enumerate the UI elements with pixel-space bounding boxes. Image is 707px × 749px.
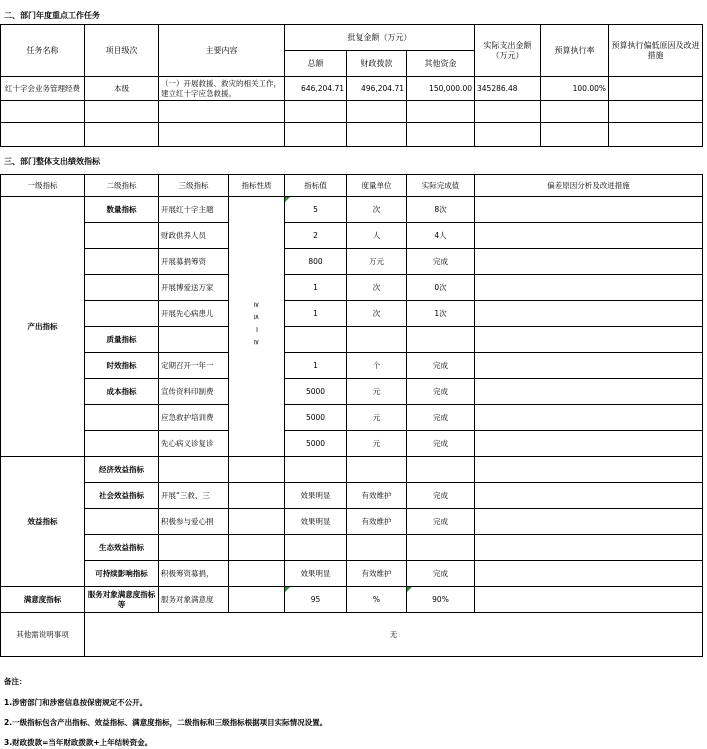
level1-output: 产出指标: [1, 197, 85, 457]
deviation-cell: [475, 509, 703, 535]
note-1: 1.涉密部门和涉密信息按保密规定不公开。: [4, 698, 148, 707]
level2-satisfaction: 服务对象满意度指标等: [85, 587, 159, 613]
actual-cell: [407, 327, 475, 353]
level2-empty: [85, 301, 159, 327]
deviation-cell: [475, 405, 703, 431]
actual-cell: 完成: [407, 379, 475, 405]
deviation-cell: [475, 561, 703, 587]
unit-cell: 万元: [347, 249, 407, 275]
level2-quality: 质量指标: [85, 327, 159, 353]
value-cell: 5000: [285, 405, 347, 431]
level2-economic: 经济效益指标: [85, 457, 159, 483]
value-cell: 1: [285, 353, 347, 379]
value-cell: 效果明显: [285, 483, 347, 509]
header-other-funds: 其他资金: [407, 51, 475, 77]
actual-cell: 完成: [407, 353, 475, 379]
header-deviation: 偏差原因分析及改进措施: [475, 175, 703, 197]
nature-cell: [229, 509, 285, 535]
unit-cell: 有效维护: [347, 483, 407, 509]
actual-cell: 4人: [407, 223, 475, 249]
level2-quantity: 数量指标: [85, 197, 159, 223]
cell-actual-expense: 345286.48: [475, 77, 541, 101]
value-cell: 5: [285, 197, 347, 223]
actual-cell: 完成: [407, 561, 475, 587]
nature-cell: [229, 535, 285, 561]
level2-timeliness: 时效指标: [85, 353, 159, 379]
level2-empty: [85, 509, 159, 535]
unit-cell: 次: [347, 275, 407, 301]
header-level1: 一级指标: [1, 175, 85, 197]
section2-title: 二、部门年度重点工作任务: [4, 11, 100, 20]
cell-fiscal: 496,204.71: [347, 77, 407, 101]
deviation-cell: [475, 301, 703, 327]
unit-cell: [347, 457, 407, 483]
header-value: 指标值: [285, 175, 347, 197]
deviation-cell: [475, 379, 703, 405]
actual-cell: 完成: [407, 405, 475, 431]
header-fiscal: 财政拨款: [347, 51, 407, 77]
nature-cell: [229, 457, 285, 483]
level2-empty: [85, 275, 159, 301]
deviation-cell: [475, 457, 703, 483]
level3-cell: 应急救护培训费: [159, 405, 229, 431]
level3-cell: 先心病义诊复诊: [159, 431, 229, 457]
level2-cost: 成本指标: [85, 379, 159, 405]
unit-cell: 元: [347, 431, 407, 457]
level2-empty: [85, 405, 159, 431]
header-low-execution-reason: 预算执行偏低原因及改进措施: [609, 25, 703, 77]
deviation-cell: [475, 327, 703, 353]
deviation-cell: [475, 223, 703, 249]
notes-title: 备注：: [4, 677, 27, 686]
value-cell: 800: [285, 249, 347, 275]
level3-cell: 开展博爱送万家: [159, 275, 229, 301]
header-task-name: 任务名称: [1, 25, 85, 77]
actual-cell: [407, 535, 475, 561]
actual-cell: 90%: [407, 587, 475, 613]
level2-ecological: 生态效益指标: [85, 535, 159, 561]
header-actual-value: 实际完成值: [407, 175, 475, 197]
actual-cell: 完成: [407, 483, 475, 509]
header-project-level: 项目级次: [85, 25, 159, 77]
unit-cell: [347, 327, 407, 353]
header-execution-rate: 预算执行率: [541, 25, 609, 77]
level3-cell: 积极筹资募捐，: [159, 561, 229, 587]
unit-cell: %: [347, 587, 407, 613]
unit-cell: 人: [347, 223, 407, 249]
deviation-cell: [475, 431, 703, 457]
section3-title: 三、部门整体支出绩效指标: [4, 157, 100, 166]
level2-sustainable: 可持续影响指标: [85, 561, 159, 587]
deviation-cell: [475, 249, 703, 275]
level1-benefit: 效益指标: [1, 457, 85, 587]
level3-cell: 服务对象满意度: [159, 587, 229, 613]
deviation-cell: [475, 197, 703, 223]
actual-cell: [407, 457, 475, 483]
header-nature: 指标性质: [229, 175, 285, 197]
level3-cell: [159, 535, 229, 561]
nature-text: ≥ ≤ ＝ ≥: [252, 302, 261, 348]
nature-cell: [229, 587, 285, 613]
deviation-cell: [475, 353, 703, 379]
cell-execution-rate: 100.00%: [541, 77, 609, 101]
other-notes-label: 其他需说明事项: [1, 613, 85, 657]
actual-cell: 完成: [407, 431, 475, 457]
unit-cell: 有效维护: [347, 509, 407, 535]
other-notes-value: 无: [85, 613, 703, 657]
value-cell: 1: [285, 275, 347, 301]
level3-cell: [159, 327, 229, 353]
cell-task-name: 红十字会业务管理经费: [1, 77, 85, 101]
unit-cell: 次: [347, 197, 407, 223]
value-cell: [285, 327, 347, 353]
deviation-cell: [475, 535, 703, 561]
level2-empty: [85, 431, 159, 457]
unit-cell: 个: [347, 353, 407, 379]
value-cell: 2: [285, 223, 347, 249]
key-tasks-table: [0, 24, 703, 147]
value-cell: 5000: [285, 431, 347, 457]
value-cell: [285, 535, 347, 561]
level3-cell: 开展先心病患儿: [159, 301, 229, 327]
cell-project-level: 本级: [85, 77, 159, 101]
actual-cell: 完成: [407, 509, 475, 535]
cell-other-funds: 150,000.00: [407, 77, 475, 101]
header-level2: 二级指标: [85, 175, 159, 197]
actual-cell: 8次: [407, 197, 475, 223]
note-2: 2.一级指标包含产出指标、效益指标、满意度指标，二级指标和三级指标根据项目实际情况设置。: [4, 718, 328, 727]
header-total: 总额: [285, 51, 347, 77]
value-cell: 效果明显: [285, 561, 347, 587]
header-level3: 三级指标: [159, 175, 229, 197]
value-cell: 5000: [285, 379, 347, 405]
level3-cell: 开展“三救、三: [159, 483, 229, 509]
level2-empty: [85, 249, 159, 275]
actual-cell: 完成: [407, 249, 475, 275]
unit-cell: 有效维护: [347, 561, 407, 587]
value-cell: [285, 457, 347, 483]
nature-cell: [229, 561, 285, 587]
value-cell: 效果明显: [285, 509, 347, 535]
header-actual-expense: 实际支出金额（万元）: [475, 25, 541, 77]
unit-cell: [347, 535, 407, 561]
performance-indicators-table: [0, 174, 703, 657]
level3-cell: 开展募捐筹资: [159, 249, 229, 275]
level3-cell: 开展红十字主题: [159, 197, 229, 223]
header-unit: 度量单位: [347, 175, 407, 197]
cell-total: 646,204.71: [285, 77, 347, 101]
unit-cell: 次: [347, 301, 407, 327]
actual-cell: 0次: [407, 275, 475, 301]
cell-main-content: （一）开展救援、救灾的相关工作，建立红十字应急救援。: [159, 77, 285, 101]
unit-cell: 元: [347, 405, 407, 431]
level2-social: 社会效益指标: [85, 483, 159, 509]
note-3: 3.财政拨款=当年财政拨款+上年结转资金。: [4, 738, 153, 747]
deviation-cell: [475, 275, 703, 301]
level3-cell: [159, 457, 229, 483]
value-cell: 95: [285, 587, 347, 613]
header-approved-amount: 批复金额（万元）: [285, 25, 475, 51]
unit-cell: 元: [347, 379, 407, 405]
nature-cell: [229, 197, 285, 457]
level3-cell: 财政供养人员: [159, 223, 229, 249]
value-cell: 1: [285, 301, 347, 327]
deviation-cell: [475, 587, 703, 613]
level3-cell: 宣传资料印制费: [159, 379, 229, 405]
level3-cell: 定期召开一年一: [159, 353, 229, 379]
level1-satisfaction: 满意度指标: [1, 587, 85, 613]
header-main-content: 主要内容: [159, 25, 285, 77]
cell-reason: [609, 77, 703, 101]
deviation-cell: [475, 483, 703, 509]
level3-cell: 积极参与爱心捐: [159, 509, 229, 535]
nature-cell: [229, 483, 285, 509]
actual-cell: 1次: [407, 301, 475, 327]
level2-empty: [85, 223, 159, 249]
